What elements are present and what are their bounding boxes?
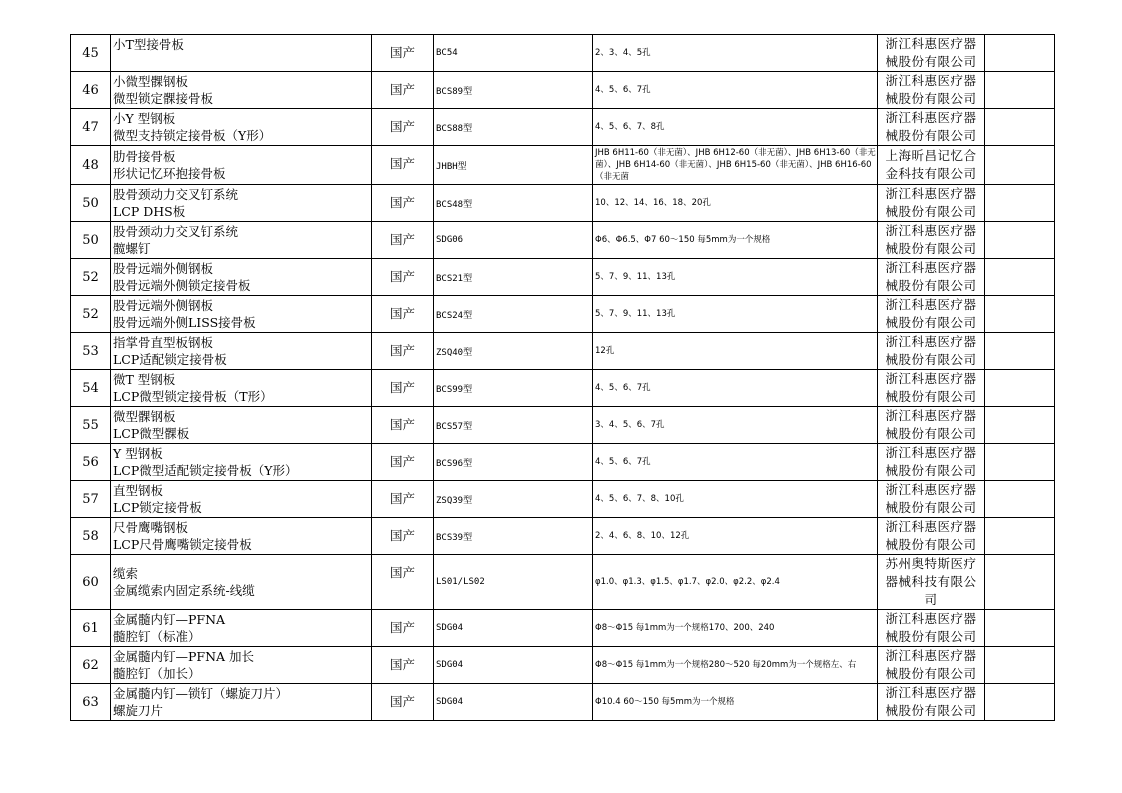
manufacturer-line: 浙江科惠医疗器 [885,611,977,626]
manufacturer [878,610,985,647]
specification: 2、4、6、8、10、12孔 [593,518,878,555]
product-name-line: LCP微型锁定接骨板（T形） [113,389,273,404]
model-number: SDG04 [434,647,593,684]
manufacturer [878,370,985,407]
table-row [71,481,1055,518]
model-number: BCS24型 [434,296,593,333]
table-row [71,222,1055,259]
empty-cell [985,518,1055,555]
row-number: 53 [71,333,111,370]
manufacturer [878,185,985,222]
product-name-line: 直型钢板 [113,483,164,498]
specification: 4、5、6、7孔 [593,444,878,481]
product-name-line: 小T型接骨板 [113,37,184,52]
manufacturer-line: 器械科技有限公 [885,574,977,589]
table-row [71,407,1055,444]
manufacturer [878,35,985,72]
row-number: 46 [71,72,111,109]
table-row [71,35,1055,72]
manufacturer-line: 械股份有限公司 [885,54,977,69]
product-name-line: 形状记忆环抱接骨板 [113,166,226,181]
model-number: BCS48型 [434,185,593,222]
row-number: 63 [71,684,111,721]
product-name-line: LCP微型髁板 [113,426,190,441]
product-name [111,222,372,259]
product-name-line: 金属缆索内固定系统-线缆 [113,583,255,598]
product-name [111,684,372,721]
row-number: 50 [71,222,111,259]
manufacturer-line: 械股份有限公司 [885,537,977,552]
product-name-line: 微T 型钢板 [113,372,176,387]
row-number: 55 [71,407,111,444]
product-name-line: 尺骨鹰嘴钢板 [113,520,189,535]
manufacturer-line: 金科技有限公司 [885,166,977,181]
origin: 国产 [372,370,434,407]
model-number: BCS89型 [434,72,593,109]
model-number: SDG06 [434,222,593,259]
specification: φ1.0、φ1.3、φ1.5、φ1.7、φ2.0、φ2.2、φ2.4 [593,555,878,610]
model-number: BC54 [434,35,593,72]
specification: 2、3、4、5孔 [593,35,878,72]
specification: JHB 6H11-60（非无菌）、JHB 6H12-60（非无菌）、JHB 6H13-60（非无菌）、JHB 6H14-60（非无菌）、JHB 6H15-60（非无菌）、JHB 6H16-60（非无菌 [593,146,878,185]
row-number: 48 [71,146,111,185]
manufacturer-line: 浙江科惠医疗器 [885,648,977,663]
table-row [71,555,1055,610]
product-name-line: 髓腔钉（加长） [113,666,201,681]
model-number: BCS21型 [434,259,593,296]
specification: 3、4、5、6、7孔 [593,407,878,444]
product-name-line: 股骨远端外侧钢板 [113,261,214,276]
product-name-line: 指掌骨直型板钢板 [113,335,214,350]
manufacturer-line: 械股份有限公司 [885,204,977,219]
product-name [111,518,372,555]
origin: 国产 [372,333,434,370]
manufacturer-line: 浙江科惠医疗器 [885,186,977,201]
specification: 5、7、9、11、13孔 [593,259,878,296]
origin: 国产 [372,684,434,721]
table-row [71,518,1055,555]
empty-cell [985,555,1055,610]
product-name-line: 微型锁定髁接骨板 [113,91,214,106]
manufacturer-line: 械股份有限公司 [885,315,977,330]
specification: Φ6、Φ6.5、Φ7 60～150 每5mm为一个规格 [593,222,878,259]
manufacturer-line: 械股份有限公司 [885,629,977,644]
empty-cell [985,185,1055,222]
product-name [111,610,372,647]
empty-cell [985,407,1055,444]
row-number: 45 [71,35,111,72]
table-row [71,370,1055,407]
row-number: 61 [71,610,111,647]
empty-cell [985,222,1055,259]
manufacturer-line: 械股份有限公司 [885,463,977,478]
specification: Φ8～Φ15 每1mm为一个规格280～520 每20mm为一个规格左、右 [593,647,878,684]
equipment-table [70,34,1055,721]
manufacturer-line: 械股份有限公司 [885,426,977,441]
origin: 国产 [372,259,434,296]
manufacturer-line: 浙江科惠医疗器 [885,445,977,460]
empty-cell [985,146,1055,185]
product-name [111,481,372,518]
product-name-line: LCP DHS板 [113,204,186,219]
empty-cell [985,370,1055,407]
manufacturer [878,481,985,518]
manufacturer [878,444,985,481]
origin: 国产 [372,222,434,259]
row-number: 47 [71,109,111,146]
manufacturer-line: 械股份有限公司 [885,389,977,404]
product-name-line: 微型髁钢板 [113,409,176,424]
origin: 国产 [372,555,434,610]
manufacturer-line: 械股份有限公司 [885,91,977,106]
model-number: SDG04 [434,610,593,647]
specification: 4、5、6、7孔 [593,370,878,407]
origin: 国产 [372,407,434,444]
empty-cell [985,35,1055,72]
manufacturer [878,109,985,146]
manufacturer-line: 上海昕昌记忆合 [885,148,977,163]
origin: 国产 [372,481,434,518]
manufacturer-line: 司 [924,592,938,607]
manufacturer-line: 械股份有限公司 [885,278,977,293]
origin: 国产 [372,647,434,684]
product-name-line: LCP适配锁定接骨板 [113,352,227,367]
row-number: 50 [71,185,111,222]
product-name-line: 微型支持锁定接骨板（Y形） [113,128,272,143]
table-row [71,185,1055,222]
manufacturer-line: 浙江科惠医疗器 [885,73,977,88]
product-name [111,647,372,684]
product-name-line: 股骨远端外侧锁定接骨板 [113,278,251,293]
empty-cell [985,109,1055,146]
origin: 国产 [372,72,434,109]
empty-cell [985,296,1055,333]
empty-cell [985,684,1055,721]
table-row [71,333,1055,370]
manufacturer [878,296,985,333]
manufacturer [878,555,985,610]
product-name-line: 螺旋刀片 [113,703,164,718]
row-number: 58 [71,518,111,555]
specification: 4、5、6、7、8孔 [593,109,878,146]
product-name [111,146,372,185]
model-number: ZSQ39型 [434,481,593,518]
row-number: 62 [71,647,111,684]
table-row [71,259,1055,296]
manufacturer-line: 浙江科惠医疗器 [885,482,977,497]
product-name-line: 金属髓内钉—PFNA [113,612,226,627]
table-row [71,684,1055,721]
manufacturer [878,407,985,444]
table-body [71,35,1055,721]
manufacturer [878,259,985,296]
specification: 12孔 [593,333,878,370]
product-name [111,35,372,72]
product-name [111,555,372,610]
manufacturer [878,146,985,185]
manufacturer-line: 械股份有限公司 [885,666,977,681]
manufacturer-line: 浙江科惠医疗器 [885,685,977,700]
product-name-line: 小Y 型钢板 [113,111,176,126]
empty-cell [985,610,1055,647]
row-number: 57 [71,481,111,518]
model-number: SDG04 [434,684,593,721]
manufacturer-line: 浙江科惠医疗器 [885,408,977,423]
manufacturer [878,684,985,721]
product-name [111,370,372,407]
empty-cell [985,259,1055,296]
table-row [71,109,1055,146]
specification: 5、7、9、11、13孔 [593,296,878,333]
manufacturer [878,72,985,109]
model-number: LS01/LS02 [434,555,593,610]
model-number: BCS57型 [434,407,593,444]
manufacturer-line: 浙江科惠医疗器 [885,297,977,312]
specification: 4、5、6、7、8、10孔 [593,481,878,518]
specification: 10、12、14、16、18、20孔 [593,185,878,222]
origin: 国产 [372,296,434,333]
product-name-line: LCP尺骨鹰嘴锁定接骨板 [113,537,252,552]
origin: 国产 [372,518,434,555]
product-name-line: 金属髓内钉—PFNA 加长 [113,649,255,664]
origin: 国产 [372,610,434,647]
manufacturer-line: 械股份有限公司 [885,352,977,367]
empty-cell [985,481,1055,518]
product-name-line: Y 型钢板 [113,446,163,461]
model-number: BCS39型 [434,518,593,555]
empty-cell [985,333,1055,370]
product-name [111,72,372,109]
manufacturer-line: 浙江科惠医疗器 [885,36,977,51]
row-number: 56 [71,444,111,481]
row-number: 52 [71,296,111,333]
table-row [71,610,1055,647]
product-name [111,109,372,146]
table-row [71,146,1055,185]
manufacturer-line: 浙江科惠医疗器 [885,334,977,349]
manufacturer [878,333,985,370]
product-name [111,296,372,333]
product-name-line: 缆索 [113,566,139,581]
product-name-line: 小微型髁钢板 [113,74,189,89]
manufacturer [878,647,985,684]
manufacturer [878,222,985,259]
product-name-line: 肋骨接骨板 [113,149,176,164]
manufacturer-line: 械股份有限公司 [885,128,977,143]
row-number: 52 [71,259,111,296]
table-row [71,444,1055,481]
product-name-line: LCP锁定接骨板 [113,500,202,515]
manufacturer-line: 械股份有限公司 [885,500,977,515]
table-row [71,296,1055,333]
product-name-line: 髓腔钉（标准） [113,629,201,644]
product-name-line [113,53,371,70]
product-name-line: 股骨远端外侧LISS接骨板 [113,315,256,330]
specification: 4、5、6、7孔 [593,72,878,109]
model-number: BCS96型 [434,444,593,481]
empty-cell [985,444,1055,481]
specification: Φ8～Φ15 每1mm为一个规格170、200、240 [593,610,878,647]
origin: 国产 [372,185,434,222]
manufacturer-line: 械股份有限公司 [885,703,977,718]
product-name-line: 股骨颈动力交叉钉系统 [113,187,239,202]
empty-cell [985,647,1055,684]
table-row [71,72,1055,109]
product-name-line: 股骨颈动力交叉钉系统 [113,224,239,239]
product-name-line: 金属髓内钉—锁钉（螺旋刀片） [113,686,289,701]
table-row [71,647,1055,684]
product-name [111,333,372,370]
product-name [111,407,372,444]
manufacturer [878,518,985,555]
row-number: 60 [71,555,111,610]
specification: Φ10.4 60～150 每5mm为一个规格 [593,684,878,721]
product-name [111,185,372,222]
row-number: 54 [71,370,111,407]
empty-cell [985,72,1055,109]
product-name-line: LCP微型适配锁定接骨板（Y形） [113,463,298,478]
model-number: ZSQ40型 [434,333,593,370]
manufacturer-line: 苏州奥特斯医疗 [885,556,977,571]
product-name [111,259,372,296]
model-number: JHBH型 [434,146,593,185]
product-name [111,444,372,481]
model-number: BCS88型 [434,109,593,146]
model-number: BCS99型 [434,370,593,407]
manufacturer-line: 浙江科惠医疗器 [885,519,977,534]
product-name-line: 股骨远端外侧钢板 [113,298,214,313]
manufacturer-line: 械股份有限公司 [885,241,977,256]
origin: 国产 [372,444,434,481]
origin: 国产 [372,35,434,72]
origin: 国产 [372,146,434,185]
product-name-line: 髋螺钉 [113,241,151,256]
manufacturer-line: 浙江科惠医疗器 [885,371,977,386]
manufacturer-line: 浙江科惠医疗器 [885,260,977,275]
origin: 国产 [372,109,434,146]
manufacturer-line: 浙江科惠医疗器 [885,110,977,125]
manufacturer-line: 浙江科惠医疗器 [885,223,977,238]
